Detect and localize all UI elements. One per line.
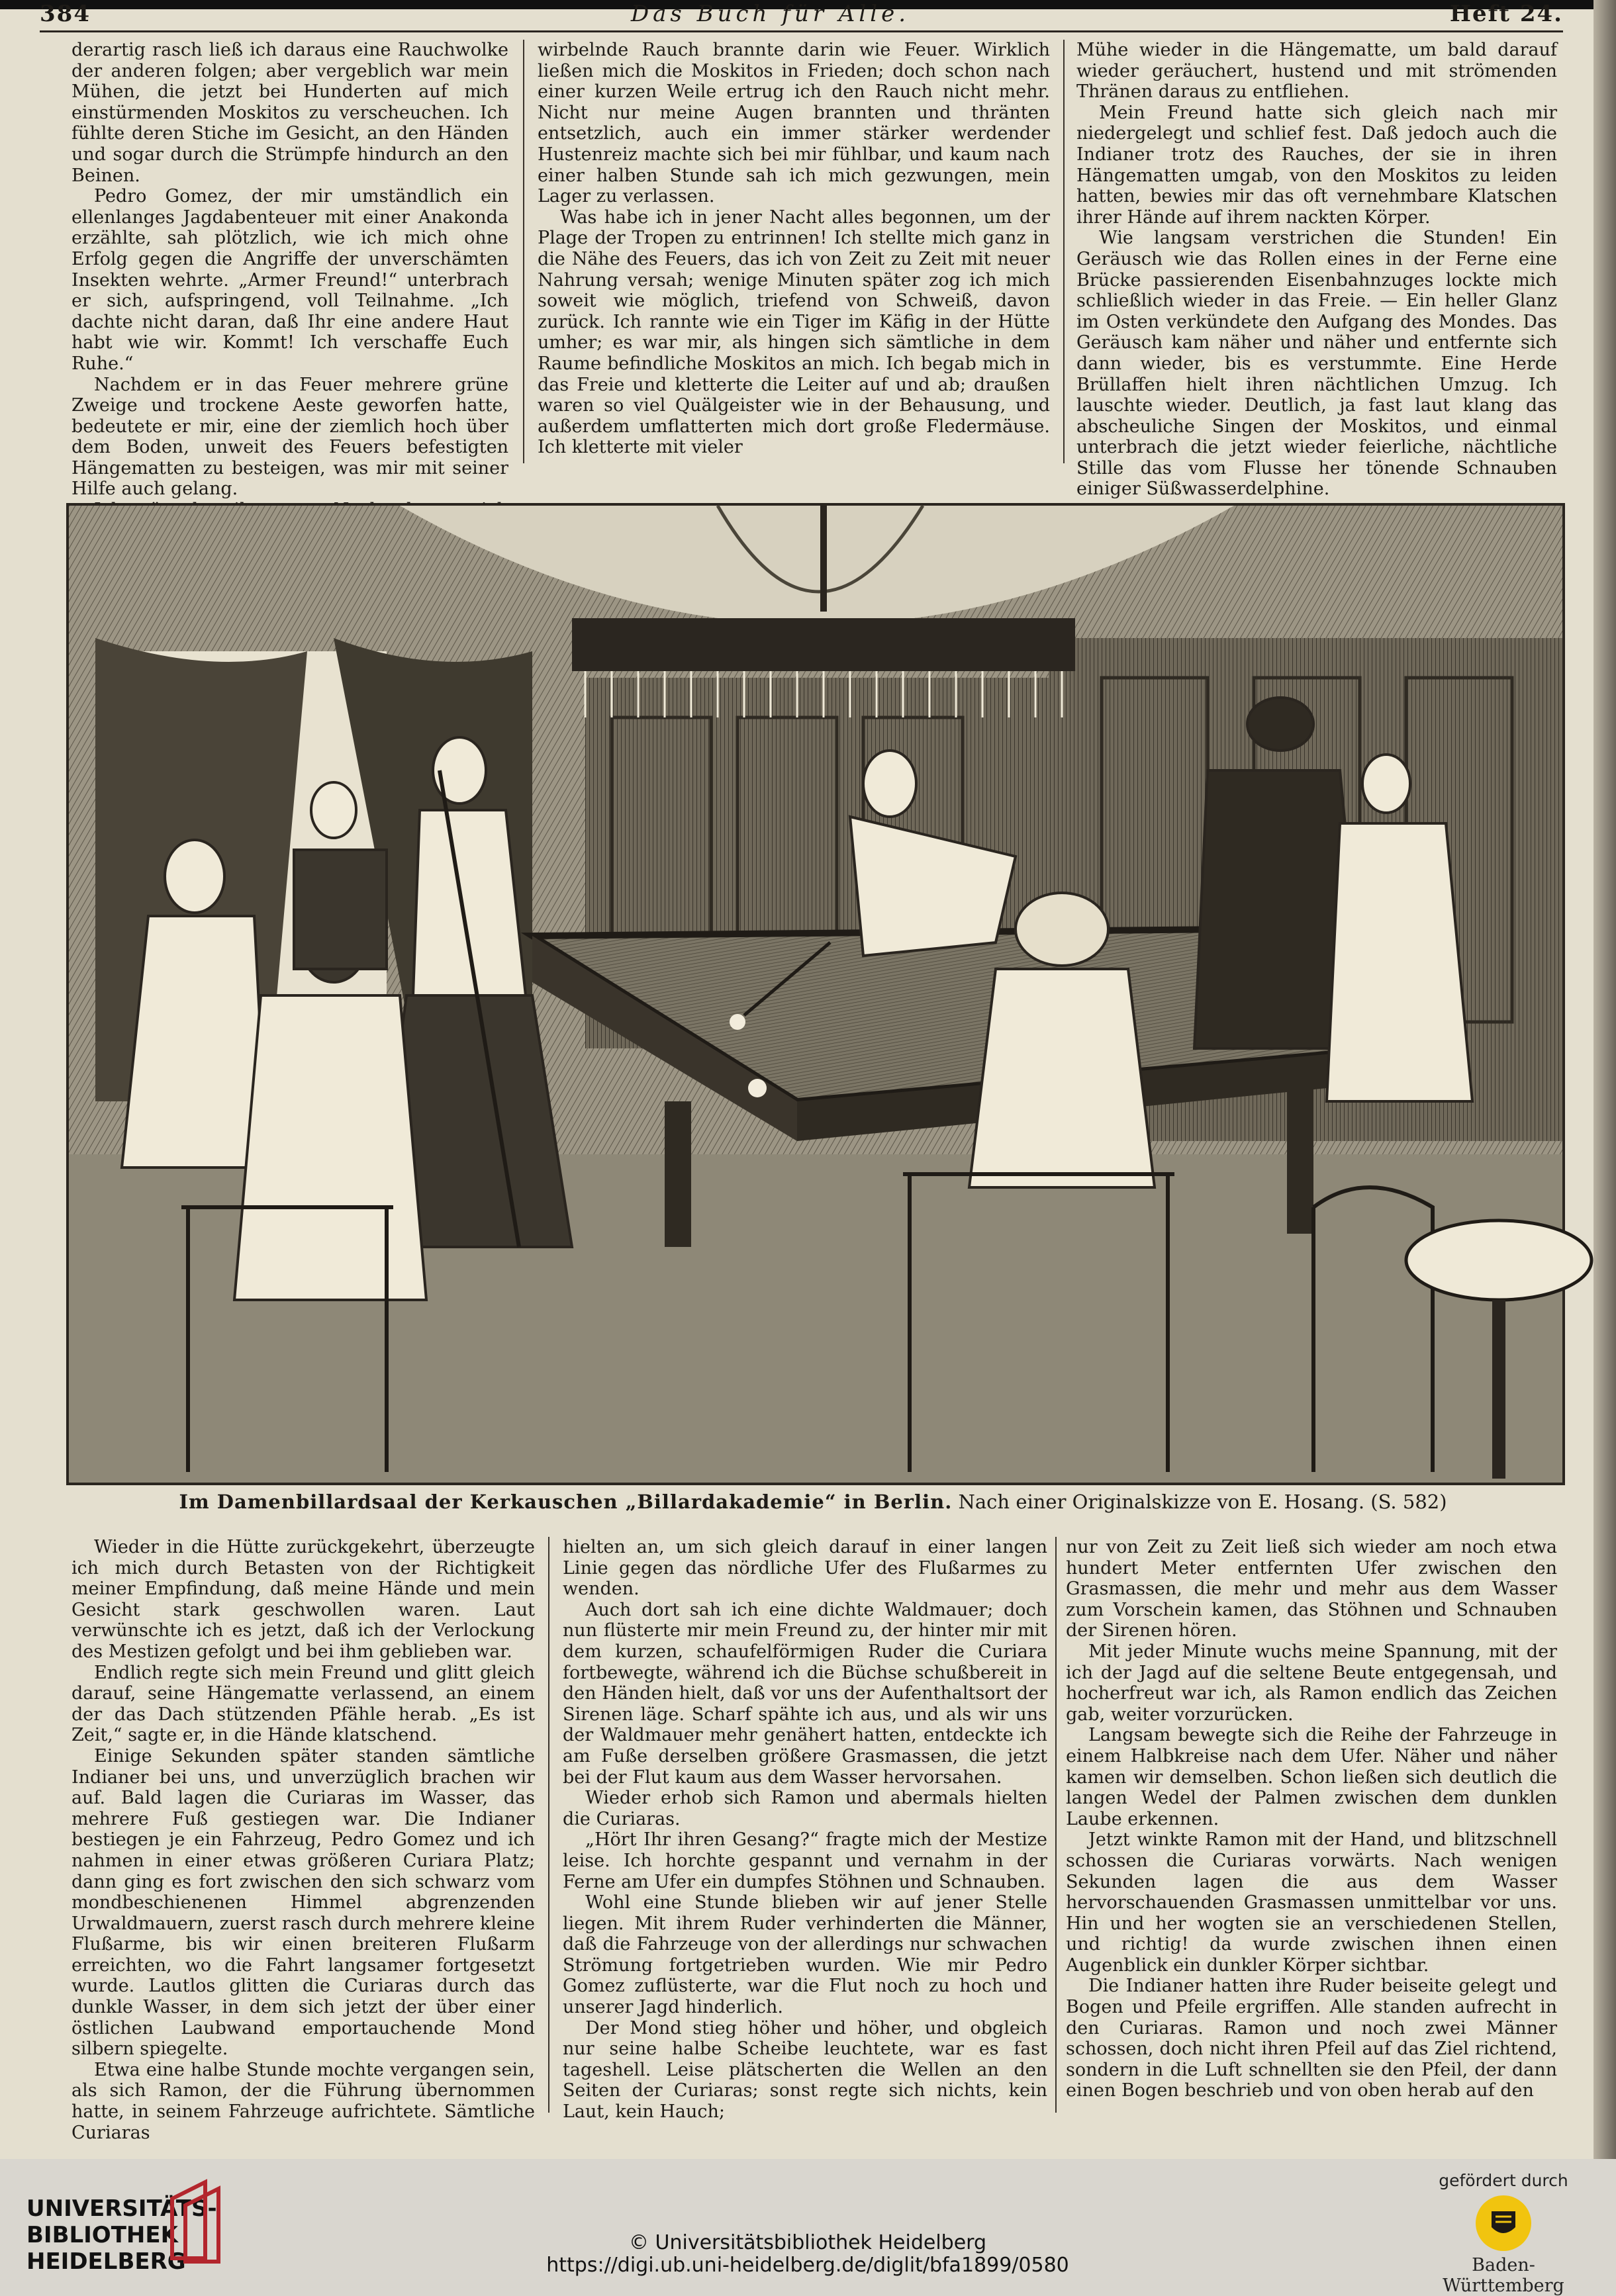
paragraph: wirbelnde Rauch brannte darin wie Feuer. Wirklich ließen mich die Moskitos in Frieden; doch schon nach einer kurzen Weile ertrug ich den Rauch nicht mehr. Nicht nur meine Augen brannten und thränten entsetzlich, auch ein immer stärker werdender Hustenreiz machte sich bei mir fühlbar, und kaum nach einer halben Stunde sah ich mich gezwungen, mein Lager zu verlassen. <box>538 40 1050 207</box>
library-logo-icon <box>166 2179 232 2265</box>
header-rule <box>40 30 1563 32</box>
paragraph: Pedro Gomez, der mir umständlich ein ellenlanges Jagdabenteuer mit einer Anakonda erzählte, sah plötzlich, wie ich mich ohne Erfolg gegen die Angriffe der unverschämten Insekten wehrte. „Armer Freund!“ unterbrach er sich, aufspringend, voll Teilnahme. „Ich dachte nicht daran, daß Ihr eine andere Haut habt wie wir. Kommt! Ich verschaffe Euch Ruhe.“ <box>71 186 508 374</box>
illustration-caption <box>66 1485 1560 1518</box>
paragraph: Die Indianer hatten ihre Ruder beiseite gelegt und Bogen und Pfeile ergriffen. Alle standen aufrecht in den Curiaras. Ramon und noch zwei Männer schossen, doch nicht ihren Pfeil auf das Ziel richtend, sondern in die Luft schnellten sie den Pfeil, der dann einen Bogen beschrieb und von oben herab auf den <box>1066 1976 1557 2101</box>
paragraph: Langsam bewegte sich die Reihe der Fahrzeuge in einem Halbkreise nach dem Ufer. Näher und näher kamen wir demselben. Schon ließen sich deutlich die langen Wedel der Palmen zwischen dem dunklen Laube erkennen. <box>1066 1725 1557 1829</box>
paragraph: Mühe wieder in die Hängematte, um bald darauf wieder geräuchert, hustend und mit strömenden Thränen daraus zu entfliehen. <box>1076 40 1557 103</box>
state-crest-icon <box>1476 2195 1531 2251</box>
copyright-text: © Universitätsbibliothek Heidelberg <box>628 2231 986 2254</box>
paragraph: Wohl eine Stunde blieben wir auf jener Stelle liegen. Mit ihrem Ruder verhinderten die Männer, daß die Fahrzeuge von der allerdings nur schwachen Strömung fortgetrieben wurden. Wie mir Pedro Gomez zuflüsterte, war die Flut noch zu hoch und unserer Jagd hinderlich. <box>563 1892 1047 2018</box>
page-number: 384 <box>40 1 91 27</box>
paragraph: Auch dort sah ich eine dichte Waldmauer; doch nun flüsterte mir mein Freund zu, der hinter mir mit dem kurzen, schaufelförmigen Ruder die Curiara fortbewegte, während ich die Büchse schußbereit in den Händen hielt, daß vor uns der Aufenthaltsort der Sirenen läge. Scharf spähte ich aus, und als wir uns der Waldmauer mehr genähert hatten, entdeckte ich am Fuße derselben größere Grasmassen, die jetzt bei der Flut kaum aus dem Wasser hervorsahen. <box>563 1599 1047 1788</box>
paragraph: Der Mond stieg höher und höher, und obgleich nur seine halbe Scheibe leuchtete, war es fast tageshell. Leise plätscherten die Wellen an den Seiten der Curiaras; sonst regte sich nichts, kein Laut, kein Hauch; <box>563 2017 1047 2123</box>
paragraph: Mein Freund hatte sich gleich nach mir niedergelegt und schlief fest. Daß jedoch auch die Indianer trotz des Rauches, der sie in ihren Hängematten umgab, von den Moskitos zu leiden hatten, bewies mir das oft vernehmbare Klatschen ihrer Hände auf ihrem nackten Körper. <box>1076 102 1557 228</box>
caption-title: Im Damenbillardsaal der Kerkauschen „Billardakademie“ in Berlin. <box>179 1491 953 1513</box>
funder-block <box>1417 2171 1590 2296</box>
library-line-2: BIBLIOTHEK <box>26 2222 178 2248</box>
paragraph: Einige Sekunden später standen sämtliche Indianer bei uns, und unverzüglich brachen wir auf. Bald lagen die Curiaras im Wasser, das mehrere Fuß gestiegen war. Die Indianer bestiegen je ein Fahrzeug, Pedro Gomez und ich nahmen in einer etwas größeren Curiara Platz; dann ging es fort zwischen den sich schwarz vom mondbeschienenen Himmel abgrenzenden Urwaldmauern, zuerst rasch durch mehrere kleine Flußarme, bis wir einen breiteren Flußarm erreichten, wo die Fahrt langsamer fortgesetzt wurde. Lautlos glitten die Curiaras durch das dunkle Wasser, in dem sich jetzt der über einer östlichen Laubwand emportauchende Mond silbern spiegelte. <box>71 1745 535 2060</box>
paragraph: Wieder erhob sich Ramon und abermals hielten die Curiaras. <box>563 1788 1047 1829</box>
copyright-block <box>463 2232 1152 2277</box>
paragraph: hielten an, um sich gleich darauf in einer langen Linie gegen das nördliche Ufer des Flußarmes zu wenden. <box>563 1537 1047 1600</box>
library-line-3: HEIDELBERG <box>26 2248 186 2275</box>
paragraph: Endlich regte sich mein Freund und glitt gleich darauf, seine Hängematte verlassend, an einem der das Dach stützenden Pfähle herab. „Es ist Zeit,“ sagte er, in die Hände klatschend. <box>71 1662 535 1746</box>
paragraph: Wie langsam verstrichen die Stunden! Ein Geräusch wie das Rollen eines in der Ferne eine Brücke passierenden Eisenbahnzuges lockte mich schließlich wieder in das Freie. — Ein heller Glanz im Osten verkündete den Aufgang des Mondes. Das Geräusch kam näher und näher und entfernte sich dann wieder, bis es verstummte. Eine Herde Brüllaffen hielt ihren nächtlichen Umzug. Ich lauschte wieder. Deutlich, ja fast laut klang das abscheuliche Singen der Moskitos, und einmal unterbrach die jetzt wieder feierliche, nächtliche Stille das vom Flusse her tönende Schnauben einiger Süßwasserdelphine. <box>1076 228 1557 500</box>
paragraph: derartig rasch ließ ich daraus eine Rauchwolke der anderen folgen; aber vergeblich war mein Mühen, die jetzt bei Hunderten auf mich einstürmenden Moskitos zu verscheuchen. Ich fühlte deren Stiche im Gesicht, an den Händen und sogar durch die Strümpfe hindurch an den Beinen. <box>71 40 508 186</box>
column-rule <box>1063 40 1065 463</box>
scan-right-edge <box>1593 0 1616 2159</box>
state-name: Baden-Württemberg <box>1443 2255 1564 2296</box>
library-line-1: UNIVERSITÄTS- <box>26 2195 217 2222</box>
permalink-url[interactable]: https://digi.ub.uni-heidelberg.de/diglit/bfa1899/0580 <box>546 2254 1069 2277</box>
viewer-footer <box>0 2159 1616 2296</box>
paragraph: Etwa eine halbe Stunde mochte vergangen sein, als sich Ramon, der die Führung übernommen hatte, in seinem Fahrzeuge aufrichtete. Sämtliche Curiaras <box>71 2059 535 2143</box>
paragraph: nur von Zeit zu Zeit ließ sich wieder am noch etwa hundert Meter entfernten Ufer zwischen den Grasmassen, die mehr und mehr aus dem Wasser zum Vorschein kamen, das Stöhnen und Schnauben der Sirenen hören. <box>1066 1537 1557 1641</box>
issue-number: Heft 24. <box>1449 1 1563 27</box>
bottom-column-3 <box>1066 1537 1557 2113</box>
column-rule <box>548 1537 549 2113</box>
engraving-drawing <box>69 506 1562 1483</box>
billiard-hall-engraving <box>66 503 1565 1485</box>
paragraph: Nachdem er in das Feuer mehrere grüne Zweige und trockene Aeste geworfen hatte, bedeutete er mir, eine der ziemlich hoch über dem Boden, unweit des Feuers befestigten Hängematten zu besteigen, was mir mit seiner Hilfe auch gelang. <box>71 374 508 500</box>
column-rule <box>523 40 524 463</box>
top-column-3 <box>1076 40 1557 500</box>
top-column-1 <box>71 40 508 500</box>
paragraph: „Hört Ihr ihren Gesang?“ fragte mich der Mestize leise. Ich horchte gespannt und vernahm in der Ferne am Ufer ein dumpfes Stöhnen und Schnauben. <box>563 1829 1047 1892</box>
caption-credit: Nach einer Originalskizze von E. Hosang. (S. 582) <box>958 1491 1447 1513</box>
paragraph: Was habe ich in jener Nacht alles begonnen, um der Plage der Tropen zu entrinnen! Ich stellte mich ganz in die Nähe des Feuers, das ich von Zeit zu Zeit mit neuer Nahrung versah; wenige Minuten später zog ich mich soweit wie möglich, triefend von Schweiß, davon zurück. Ich rannte wie ein Tiger im Käfig in der Hütte umher; es war mir, als hingen sich sämtliche in dem Raume befindliche Moskitos an mich. Ich begab mich in das Freie und kletterte die Leiter auf und ab; draußen waren so viel Quälgeister wie in der Behausung, und außerdem umflatterten mich dort große Fledermäuse. Ich kletterte mit vieler <box>538 207 1050 458</box>
paragraph: Wieder in die Hütte zurückgekehrt, überzeugte ich mich durch Betasten von der Richtigkeit meiner Empfindung, daß meine Hände und mein Gesicht stark geschwollen waren. Laut verwünschte ich es jetzt, daß ich der Verlockung des Mestizen gefolgt und bei ihm geblieben war. <box>71 1537 535 1662</box>
funded-by-label: gefördert durch <box>1439 2171 1568 2190</box>
page-header <box>40 1 1563 26</box>
bottom-column-2 <box>563 1537 1047 2123</box>
paragraph: Jetzt winkte Ramon mit der Hand, und blitzschnell schossen die Curiaras vorwärts. Nach wenigen Sekunden lagen die aus dem Wasser hervorschauenden Grasmassen unmittelbar vor uns. Hin und her wogten sie an verschiedenen Stellen, und richtig! da wurde zwischen ihnen einen Augenblick ein dunkler Körper sichtbar. <box>1066 1829 1557 1976</box>
paragraph: Mit jeder Minute wuchs meine Spannung, mit der ich der Jagd auf die seltene Beute entgegensah, und hocherfreut war ich, als Ramon endlich das Zeichen gab, weiter vorzurücken. <box>1066 1641 1557 1725</box>
running-title: Das Buch für Alle. <box>630 1 910 27</box>
bottom-column-1 <box>71 1537 535 2143</box>
column-rule <box>1055 1537 1057 2113</box>
top-column-2 <box>538 40 1050 463</box>
